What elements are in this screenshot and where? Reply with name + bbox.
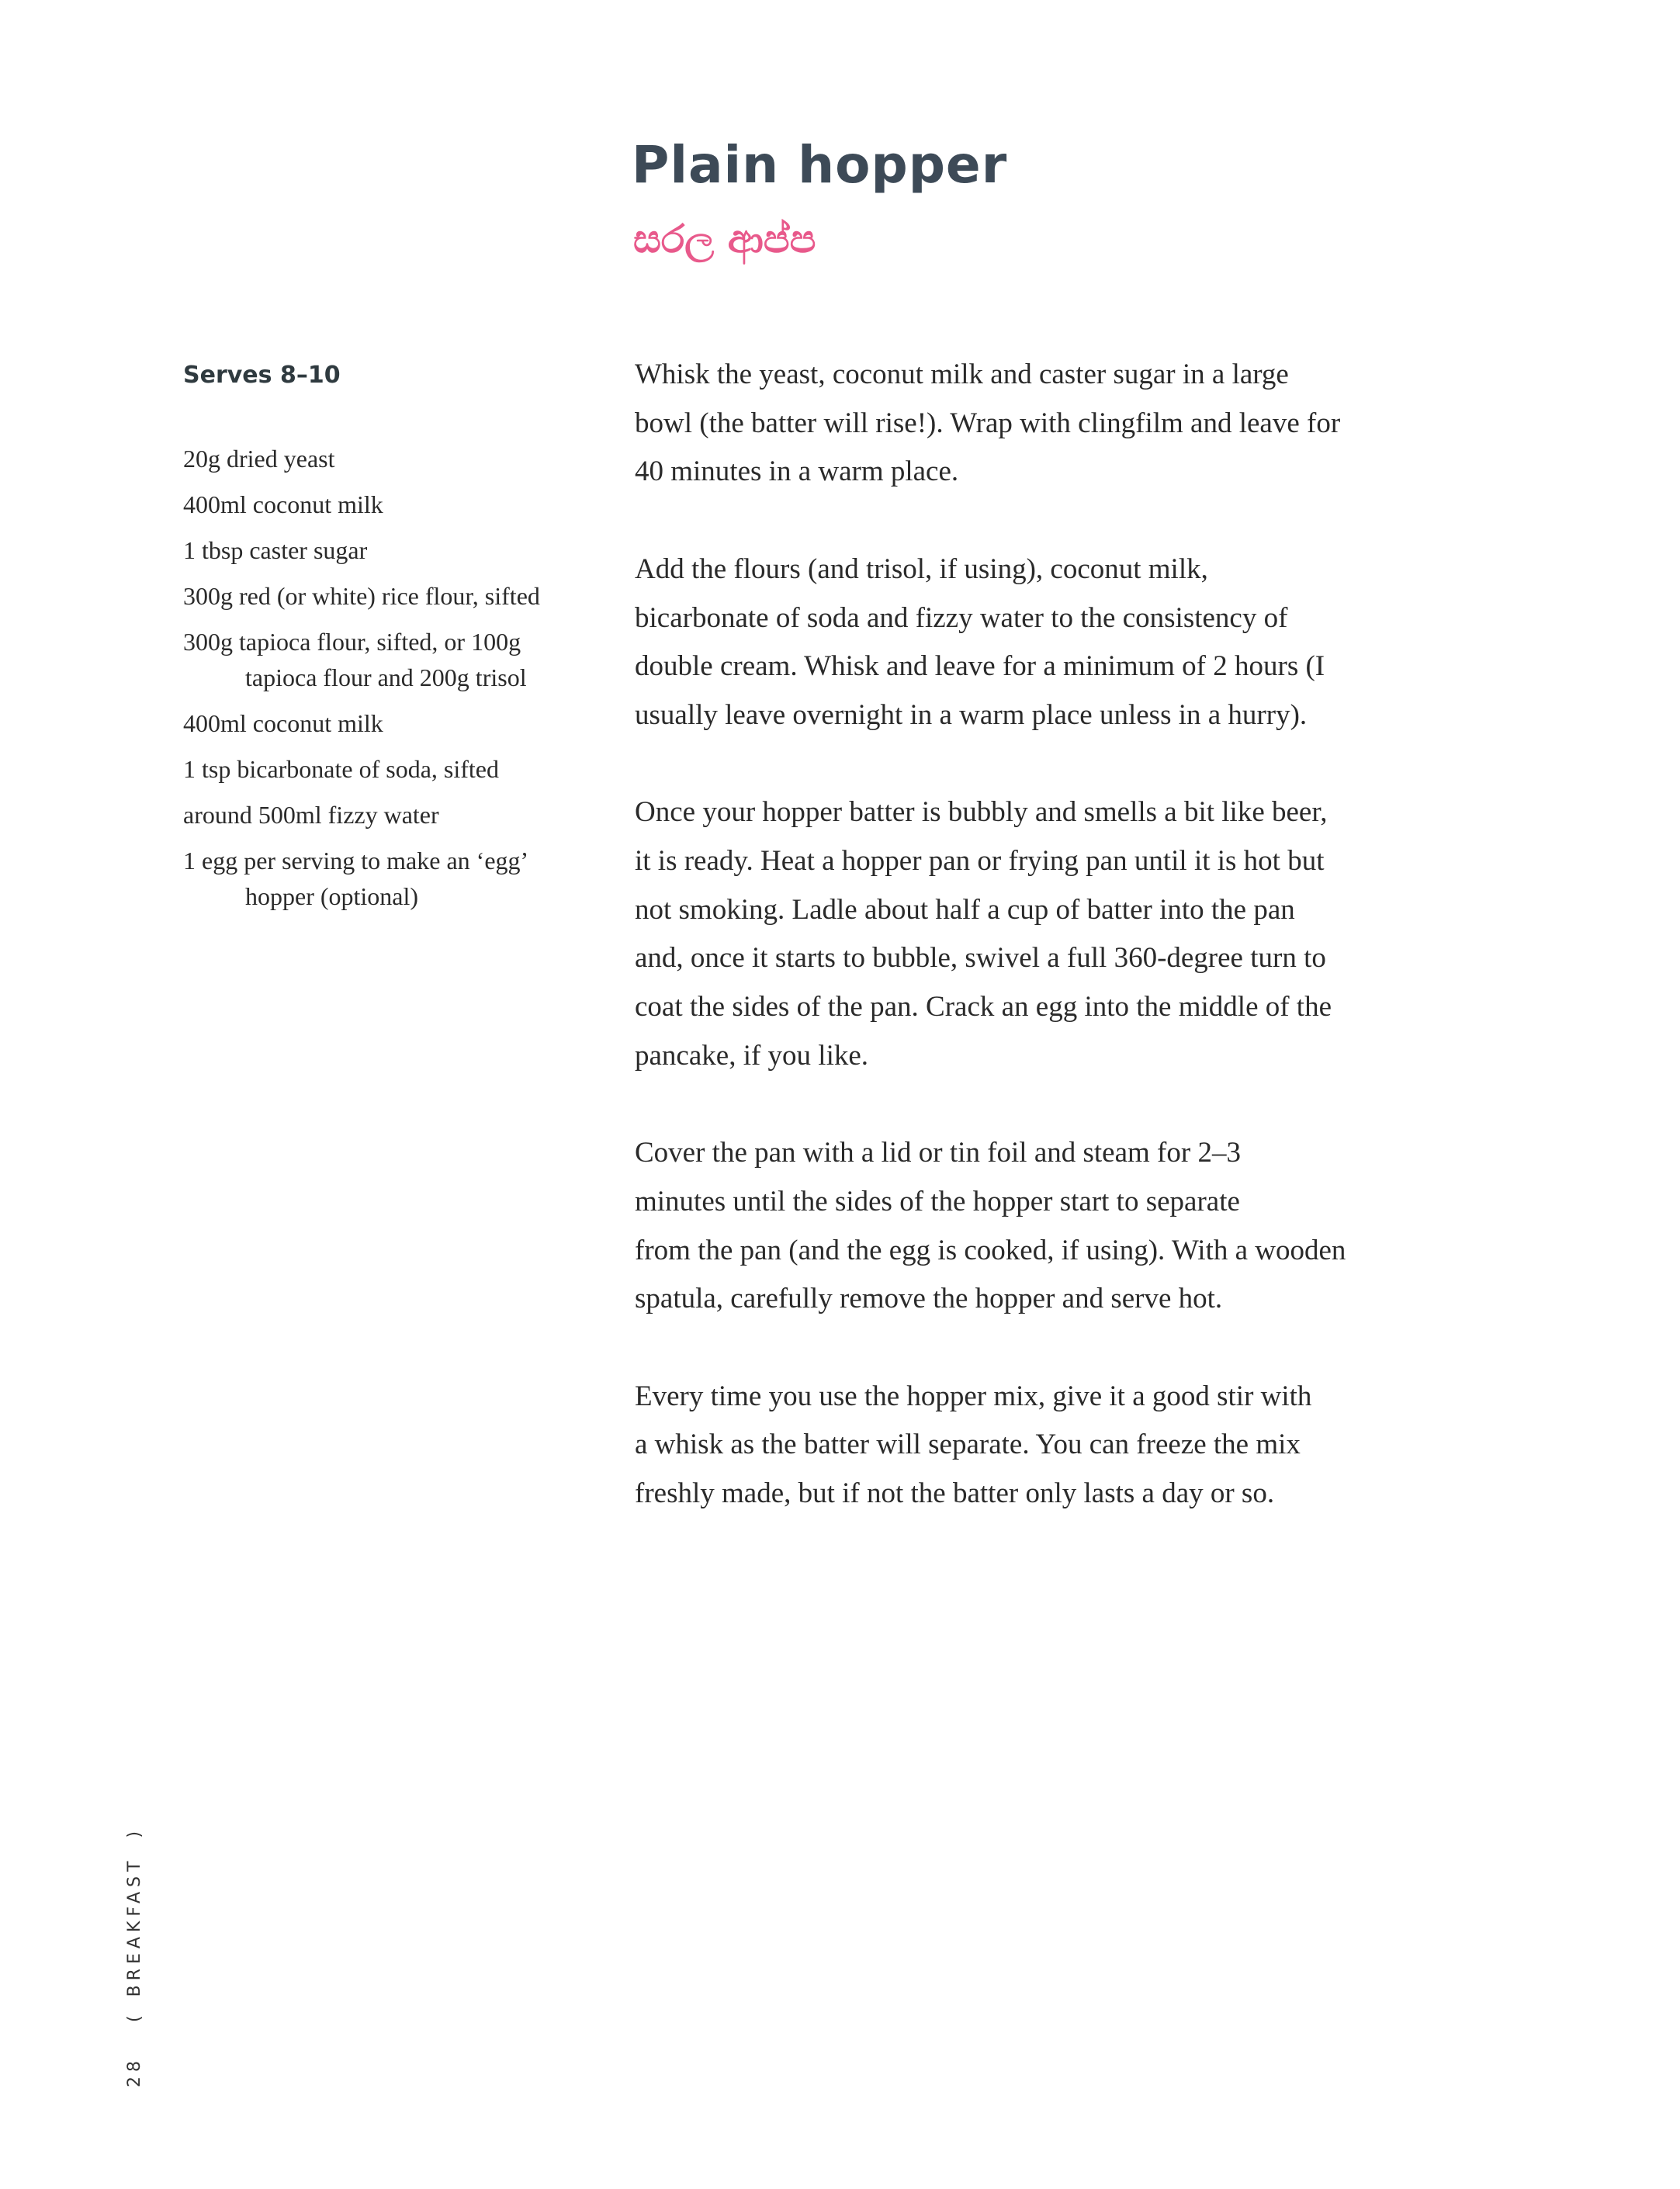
method-step-2 [635, 546, 1488, 740]
ingredient-item: 300g tapioca flour, sifted, or 100g tapioca flour and 200g trisol [183, 628, 527, 691]
text-line: Whisk the yeast, coconut milk and caster sugar in a large [635, 358, 1289, 390]
ingredient-item: 400ml coconut milk [183, 490, 383, 518]
ingredient-item: 1 egg per serving to make an ‘egg’ hopper (optional) [183, 847, 527, 910]
text-line: double cream. Whisk and leave for a minimum of 2 hours (I [635, 650, 1325, 683]
method-step-5 [635, 1373, 1488, 1519]
ingredient-item: 300g red (or white) rice flour, sifted [183, 582, 540, 610]
text-line: spatula, carefully remove the hopper and serve hot. [635, 1283, 1223, 1315]
recipe-title-sinhala: සරල ආප්ප [633, 216, 816, 262]
text-line: 40 minutes in a warm place. [635, 455, 959, 488]
text-line: bicarbonate of soda and fizzy water to the consistency of [635, 601, 1288, 634]
text-line: coat the sides of the pan. Crack an egg into the middle of the [635, 991, 1332, 1023]
text-line: usually leave overnight in a warm place unless in a hurry). [635, 698, 1308, 731]
ingredient-item: 400ml coconut milk [183, 709, 383, 737]
method-step-3 [635, 788, 1488, 1080]
text-line: a whisk as the batter will separate. You can freeze the mix [635, 1429, 1301, 1461]
text-line: not smoking. Ladle about half a cup of batter into the pan [635, 893, 1295, 926]
text-line: Once your hopper batter is bubbly and smells a bit like beer, [635, 796, 1328, 829]
page-footer [126, 1831, 144, 2087]
text-line: Every time you use the hopper mix, give it a good stir with [635, 1380, 1312, 1412]
method-steps [635, 351, 1488, 1567]
page-number: 28 [125, 2056, 144, 2087]
ingredient-item: 20g dried yeast [183, 445, 335, 473]
close-paren: ) [125, 1831, 144, 1838]
text-line: freshly made, but if not the batter only lasts a day or so. [635, 1477, 1275, 1510]
text-line: and, once it starts to bubble, swivel a full 360-degree turn to [635, 942, 1326, 975]
text-line: Add the flours (and trisol, if using), coconut milk, [635, 552, 1208, 585]
ingredients-list [183, 441, 587, 924]
ingredient-item: around 500ml fizzy water [183, 801, 439, 829]
text-line: it is ready. Heat a hopper pan or frying pan until it is hot but [635, 845, 1325, 877]
text-line: Cover the pan with a lid or tin foil and steam for 2–3 [635, 1137, 1241, 1169]
method-step-1 [635, 351, 1488, 497]
serves-label: Serves 8–10 [183, 362, 341, 389]
ingredient-item: 1 tbsp caster sugar [183, 536, 368, 564]
text-line: minutes until the sides of the hopper start to separate [635, 1185, 1240, 1217]
open-paren: ( [125, 2015, 144, 2022]
section-name: BREAKFAST [125, 1856, 144, 1997]
method-step-4 [635, 1129, 1488, 1324]
recipe-title: Plain hopper [632, 135, 1008, 195]
ingredient-item: 1 tsp bicarbonate of soda, sifted [183, 755, 499, 783]
text-line: bowl (the batter will rise!). Wrap with clingfilm and leave for [635, 407, 1341, 439]
text-line: from the pan (and the egg is cooked, if using). With a wooden [635, 1234, 1346, 1266]
text-line: pancake, if you like. [635, 1039, 869, 1072]
